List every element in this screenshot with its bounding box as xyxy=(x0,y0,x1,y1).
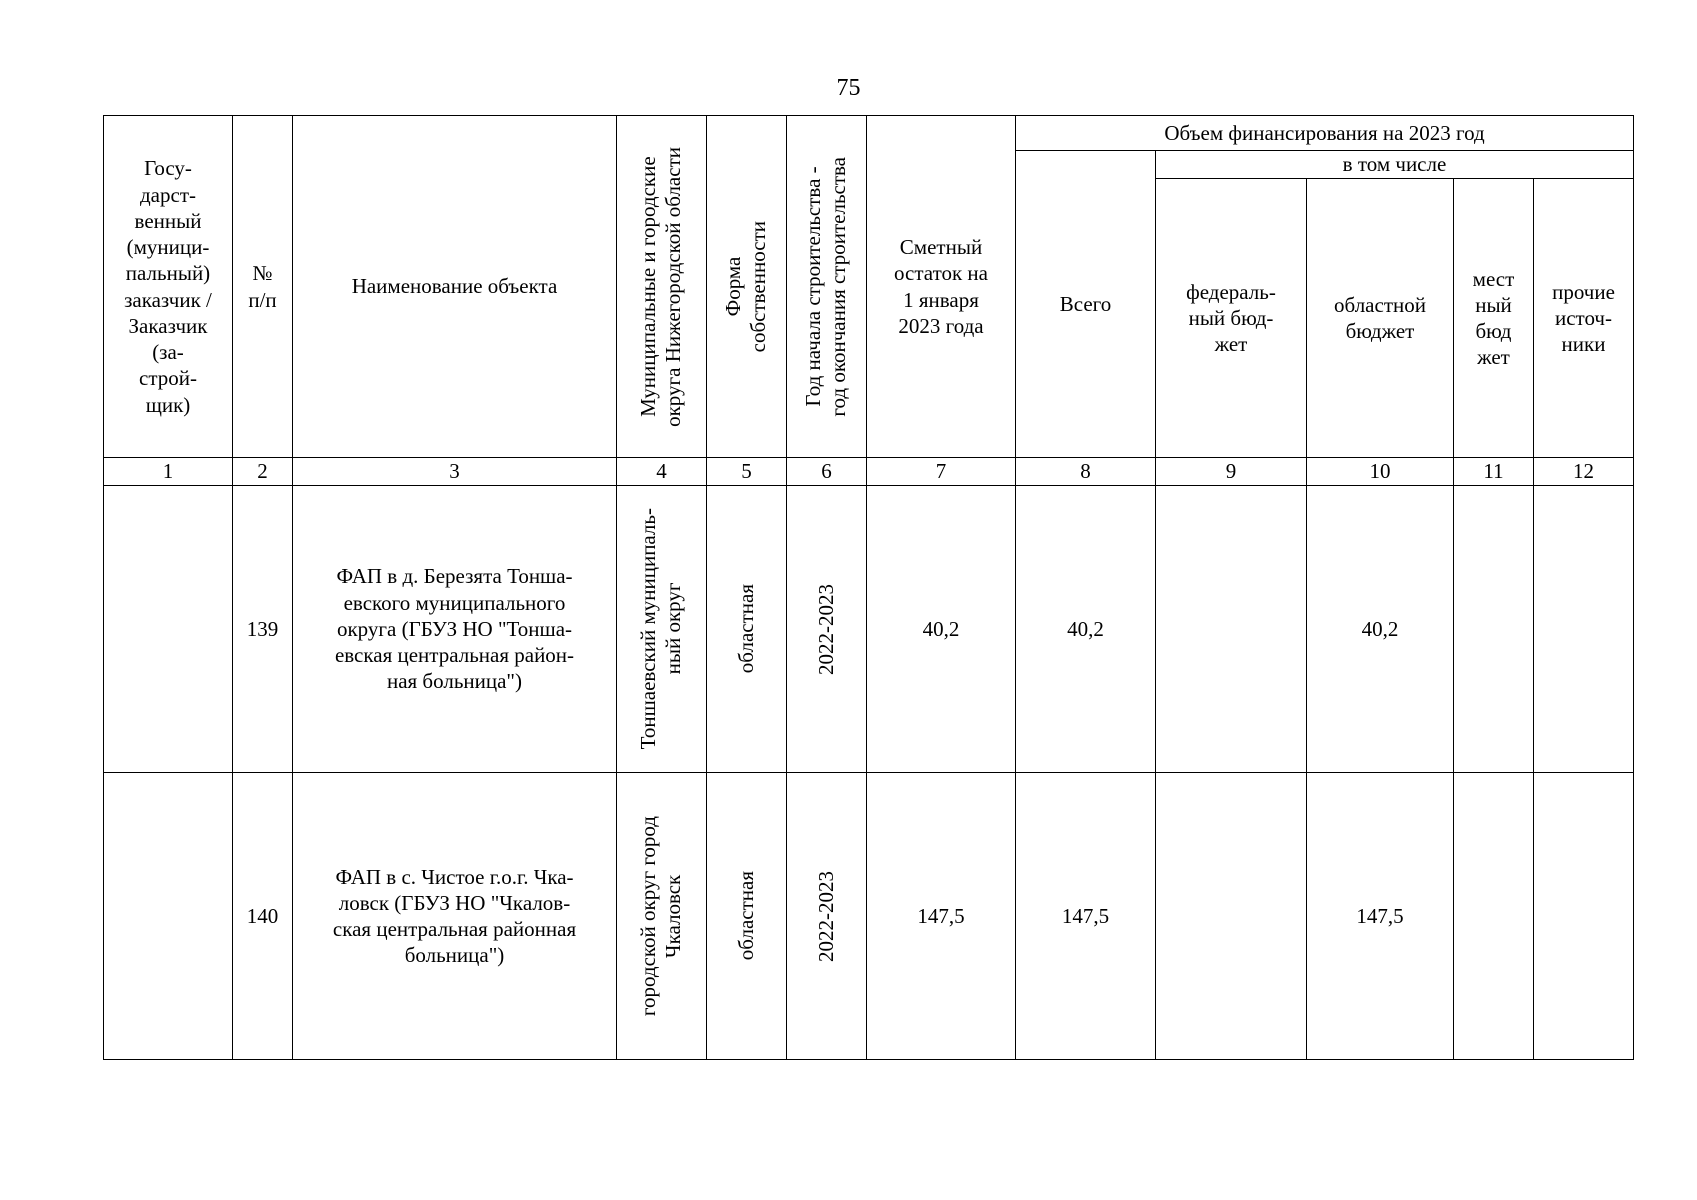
header-regional: областной бюджет xyxy=(1307,179,1454,458)
header-object-name: Наименование объекта xyxy=(293,116,617,458)
column-number: 12 xyxy=(1534,458,1634,486)
header-local: мест ный бюд жет xyxy=(1454,179,1534,458)
page-number: 75 xyxy=(836,75,861,101)
cell-customer xyxy=(104,486,233,773)
cell-other xyxy=(1534,486,1634,773)
cell-municipality: городской округ город Чкаловск xyxy=(617,773,707,1060)
cell-estimate: 147,5 xyxy=(867,773,1016,1060)
cell-customer xyxy=(104,773,233,1060)
cell-local xyxy=(1454,773,1534,1060)
cell-other xyxy=(1534,773,1634,1060)
header-federal: федераль- ный бюд- жет xyxy=(1156,179,1307,458)
cell-ownership: областная xyxy=(707,773,787,1060)
cell-total: 147,5 xyxy=(1016,773,1156,1060)
header-other: прочие источ- ники xyxy=(1534,179,1634,458)
header-number: № п/п xyxy=(233,116,293,458)
column-number: 10 xyxy=(1307,458,1454,486)
cell-object-name: ФАП в д. Березята Тонша- евского муниципального округа (ГБУЗ НО "Тонша- евская центральная район- ная больница") xyxy=(293,486,617,773)
column-number: 5 xyxy=(707,458,787,486)
column-number-row xyxy=(104,458,1634,486)
cell-ownership: областная xyxy=(707,486,787,773)
cell-federal xyxy=(1156,773,1307,1060)
cell-object-name: ФАП в с. Чистое г.о.г. Чка- ловск (ГБУЗ НО "Чкалов- ская центральная районная больница") xyxy=(293,773,617,1060)
cell-regional: 147,5 xyxy=(1307,773,1454,1060)
cell-number: 139 xyxy=(233,486,293,773)
column-number: 7 xyxy=(867,458,1016,486)
header-total: Всего xyxy=(1016,151,1156,458)
cell-local xyxy=(1454,486,1534,773)
cell-years: 2022-2023 xyxy=(787,773,867,1060)
header-customer: Госу- дарст- венный (муници- пальный) заказчик / Заказчик (за- строй- щик) xyxy=(104,116,233,458)
cell-number: 140 xyxy=(233,773,293,1060)
column-number: 3 xyxy=(293,458,617,486)
column-number: 6 xyxy=(787,458,867,486)
table-row xyxy=(104,773,1634,1060)
cell-regional: 40,2 xyxy=(1307,486,1454,773)
cell-years: 2022-2023 xyxy=(787,486,867,773)
header-funding-group: Объем финансирования на 2023 год xyxy=(1016,116,1634,151)
header-years: Год начала строительства - год окончания строительства xyxy=(787,116,867,458)
header-including-group: в том числе xyxy=(1156,151,1634,179)
cell-estimate: 40,2 xyxy=(867,486,1016,773)
column-number: 4 xyxy=(617,458,707,486)
column-number: 2 xyxy=(233,458,293,486)
table-row xyxy=(104,486,1634,773)
construction-objects-table xyxy=(103,115,1634,1060)
cell-federal xyxy=(1156,486,1307,773)
header-municipality: Муниципальные и городские округа Нижегородской области xyxy=(617,116,707,458)
column-number: 9 xyxy=(1156,458,1307,486)
cell-total: 40,2 xyxy=(1016,486,1156,773)
header-estimate: Сметный остаток на 1 января 2023 года xyxy=(867,116,1016,458)
column-number: 1 xyxy=(104,458,233,486)
cell-municipality: Тоншаевский муниципаль- ный округ xyxy=(617,486,707,773)
column-number: 11 xyxy=(1454,458,1534,486)
header-ownership: Форма собственности xyxy=(707,116,787,458)
column-number: 8 xyxy=(1016,458,1156,486)
